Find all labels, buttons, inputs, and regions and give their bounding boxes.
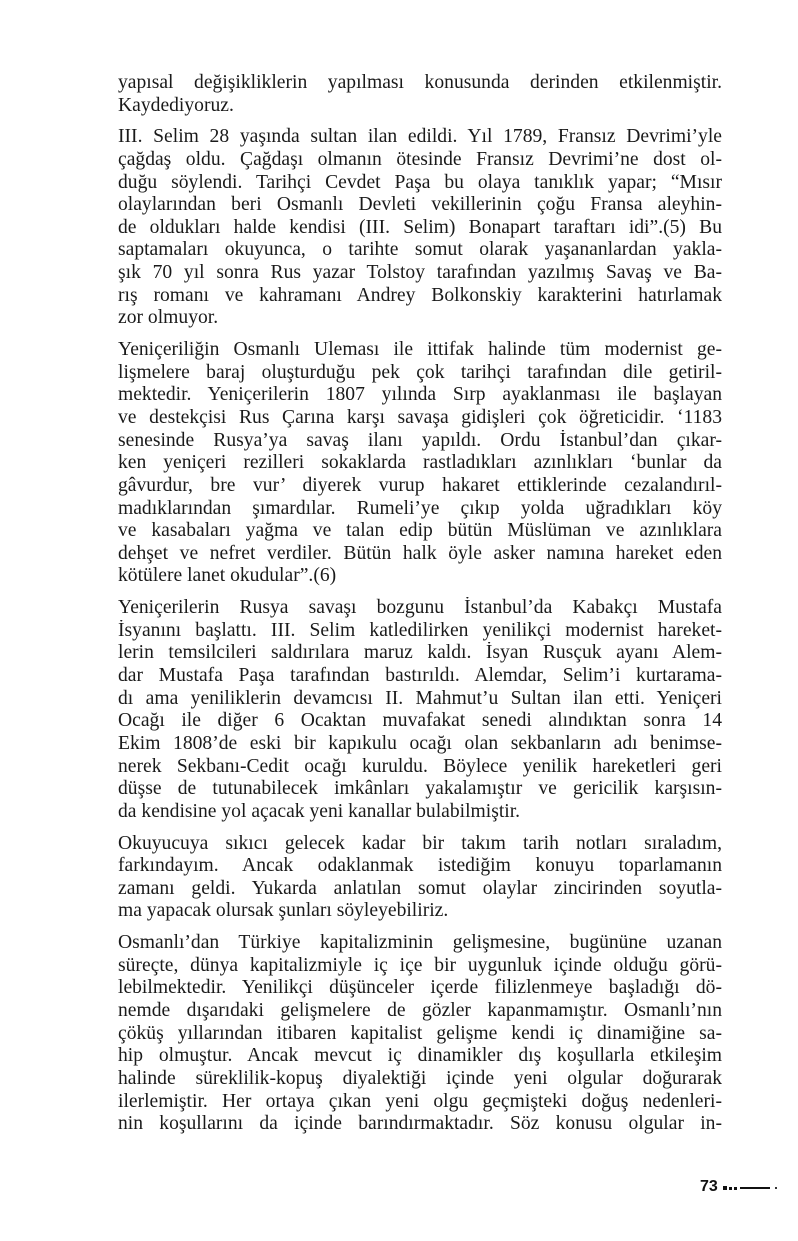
paragraph-6 — [118, 932, 722, 1136]
text-line: halinde süreklilik-kopuş diyalektiği içinde yeni olgular doğurarak — [118, 1067, 722, 1089]
text-line: süreçte, dünya kapitalizmiyle iç içe bir uygunluk içinde olduğu görü- — [118, 954, 722, 976]
page-body — [118, 72, 722, 1145]
text-line: hip olmuştur. Ancak mevcut iç dinamikler dış koşullarla etkileşim — [118, 1045, 722, 1067]
text-line: da kendisine yol açacak yeni kanallar bulabilmiştir. — [118, 800, 521, 822]
text-line: Osmanlı’dan Türkiye kapitalizminin gelişmesine, bugününe uzanan — [118, 932, 722, 954]
text-line: ve destekçisi Rus Çarına karşı savaşa gidişleri çok öğreticidir. ‘1183 — [118, 406, 722, 428]
text-line: Ocağı ile diğer 6 Ocaktan muvafakat senedi alındıktan sonra 14 — [118, 710, 722, 732]
text-line: Yeniçerilerin Rusya savaşı bozgunu İstanbul’da Kabakçı Mustafa — [118, 597, 722, 619]
text-line: Kaydediyoruz. — [118, 94, 234, 116]
text-line: nin koşullarını da içinde barındırmaktadır. Söz konusu olgular in- — [118, 1113, 722, 1135]
page-footer — [700, 1178, 777, 1196]
paragraph-3 — [118, 339, 722, 588]
paragraph-1 — [118, 72, 722, 117]
text-line: şık 70 yıl sonra Rus yazar Tolstoy tarafından yazılmış Savaş ve Ba- — [118, 262, 722, 284]
text-line: Okuyucuya sıkıcı gelecek kadar bir takım tarih notları sıraladım, — [118, 832, 722, 854]
text-line: ken yeniçeri rezilleri sokaklarda rastladıkları azınlıkları ‘bunlar da — [118, 452, 722, 474]
text-line: duğu söylendi. Tarihçi Cevdet Paşa bu olaya tanıklık yapar; “Mısır — [118, 171, 722, 193]
text-line: nemde dışarıdaki gelişmelere de gözler kapanmamıştır. Osmanlı’nın — [118, 999, 722, 1021]
text-line: yapısal değişikliklerin yapılması konusunda derinden etkilenmiştir. — [118, 72, 722, 93]
paragraph-2 — [118, 126, 722, 330]
text-line: Ekim 1808’de eski bir kapıkulu ocağı olan sekbanların adı benimse- — [118, 732, 722, 754]
page-number: 73 — [700, 1178, 718, 1195]
paragraph-4 — [118, 597, 722, 823]
text-line: senesinde Rusya’ya savaş ilanı yapıldı. Ordu İstanbul’dan çıkar- — [118, 429, 722, 451]
text-line: de oldukları halde kendisi (III. Selim) Bonapart taraftarı idi”.(5) Bu — [118, 216, 722, 238]
text-line: dı ama yeniliklerin devamcısı II. Mahmut’u Sultan ilan etti. Yeniçeri — [118, 687, 722, 709]
text-line: düşse de tutunabilecek imkânları yakalamıştır ve gericilik karşısın- — [118, 778, 722, 800]
text-line: İsyanını başlattı. III. Selim katledilirken yenilikçi modernist hareket- — [118, 619, 722, 641]
page-number-rule-icon — [723, 1186, 777, 1190]
text-line: çağdaş oldu. Çağdaşı olmanın ötesinde Fransız Devrimi’ne dost ol- — [118, 148, 722, 170]
text-line: lebilmektedir. Yenilikçi düşünceler içerde filizlenmeye başladığı dö- — [118, 977, 722, 999]
text-line: kötülere lanet okudular”.(6) — [118, 565, 337, 587]
text-line: olaylarından beri Osmanlı Devleti vekillerinin çoğu Fransa aleyhin- — [118, 194, 722, 216]
text-line: çöküş yıllarından itibaren kapitalist gelişme kendi iç dinamiğine sa- — [118, 1022, 722, 1044]
text-line: madıklarından şımardılar. Rumeli’ye çıkıp yolda uğradıkları köy — [118, 497, 722, 519]
text-line: mektedir. Yeniçerilerin 1807 yılında Sırp ayaklanması ile başlayan — [118, 384, 722, 406]
text-line: farkındayım. Ancak odaklanmak istediğim konuyu toparlamanın — [118, 855, 722, 877]
text-line: III. Selim 28 yaşında sultan ilan edildi. Yıl 1789, Fransız Devrimi’yle — [118, 126, 722, 148]
text-line: zor olmuyor. — [118, 307, 219, 329]
text-line: lişmelere baraj oluşturduğu pek çok tarihçi tarafından dile getiril- — [118, 361, 722, 383]
text-line: ilerlemiştir. Her ortaya çıkan yeni olgu geçmişteki doğuş nedenleri- — [118, 1090, 722, 1112]
text-line: lerin temsilcileri saldırılara maruz kaldı. İsyan Rusçuk ayanı Alem- — [118, 642, 722, 664]
text-line: ma yapacak olursak şunları söyleyebiliriz. — [118, 900, 449, 922]
text-line: ve kasabaları yağma ve talan edip bütün Müslüman ve azınlıklara — [118, 520, 722, 542]
text-line: dehşet ve nefret verdiler. Bütün halk öyle asker namına hareket eden — [118, 542, 722, 564]
text-line: nerek Sekbanı-Cedit ocağı kuruldu. Böylece yenilik hareketleri geri — [118, 755, 722, 777]
text-line: zamanı geldi. Yukarda anlatılan somut olaylar zincirinden soyutla- — [118, 877, 722, 899]
text-line: saptamaları okuyunca, o tarihte somut olarak yaşananlardan yakla- — [118, 239, 722, 261]
text-line: gâvurdur, bre vur’ diyerek vurup hakaret ettiklerinde cezalandırıl- — [118, 474, 722, 496]
text-line: dar Mustafa Paşa tarafından bastırıldı. Alemdar, Selim’i kurtarama- — [118, 665, 722, 687]
text-line: Yeniçeriliğin Osmanlı Uleması ile ittifak halinde tüm modernist ge- — [118, 339, 722, 361]
text-line: rış romanı ve kahramanı Andrey Bolkonskiy karakterini hatırlamak — [118, 284, 722, 306]
paragraph-5 — [118, 833, 722, 924]
